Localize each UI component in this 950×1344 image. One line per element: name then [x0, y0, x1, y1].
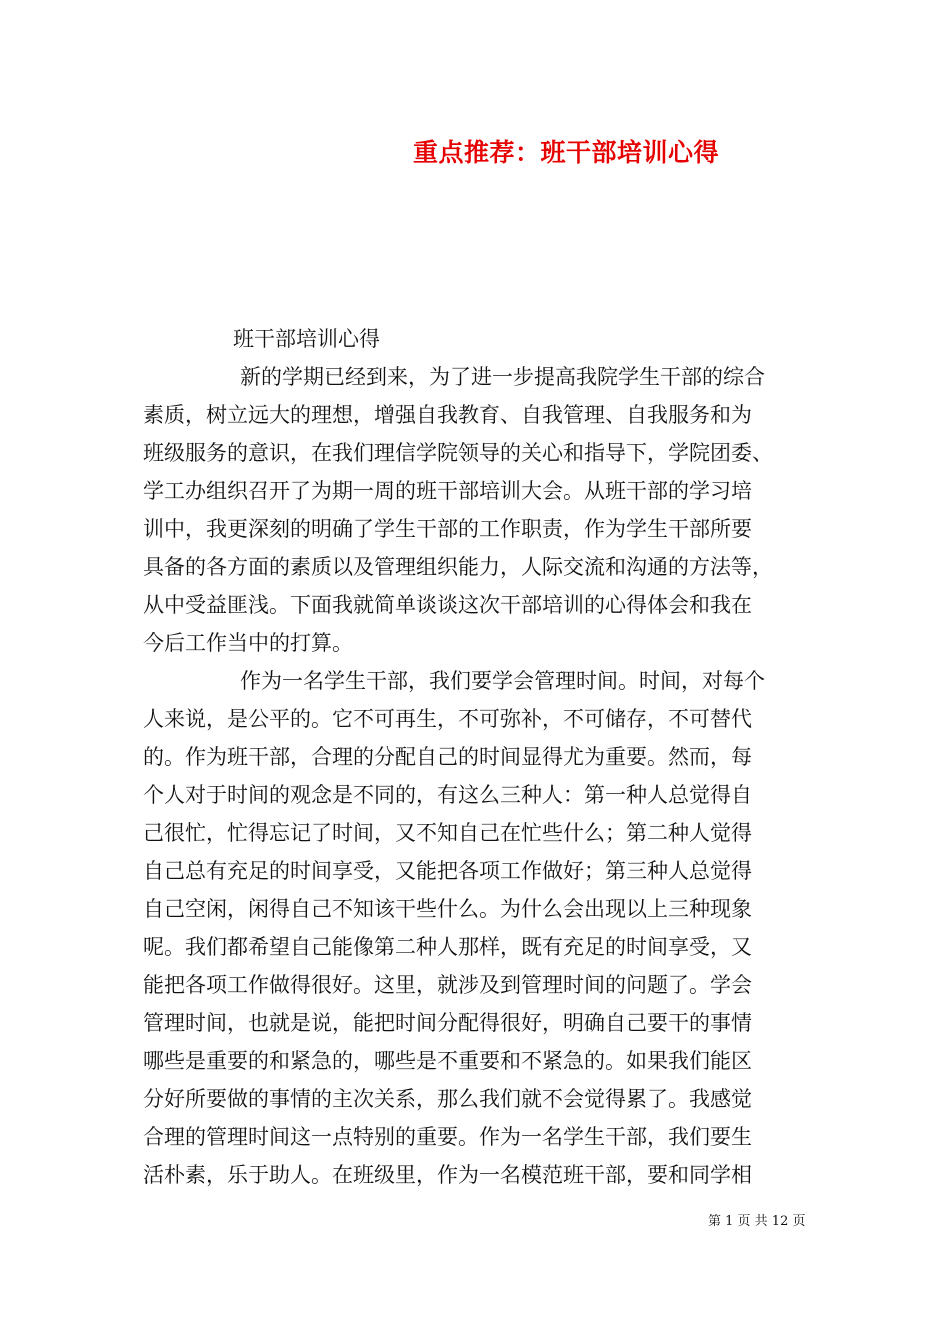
paragraph-line: 自己总有充足的时间享受，又能把各项工作做好；第三种人总觉得 — [143, 859, 752, 883]
paragraph-line: 自己空闲，闲得自己不知该干些什么。为什么会出现以上三种现象 — [143, 897, 752, 921]
paragraph-line: 训中，我更深刻的明确了学生干部的工作职责，作为学生干部所要 — [143, 517, 752, 541]
document-body — [143, 320, 823, 1194]
paragraph-line: 能把各项工作做得很好。这里，就涉及到管理时间的问题了。学会 — [143, 973, 752, 997]
section-heading: 班干部培训心得 — [233, 327, 380, 351]
paragraph-line: 活朴素，乐于助人。在班级里，作为一名模范班干部，要和同学相 — [143, 1163, 752, 1187]
paragraph-line: 具备的各方面的素质以及管理组织能力，人际交流和沟通的方法等， — [143, 555, 773, 579]
paragraph-line: 人来说，是公平的。它不可再生，不可弥补，不可储存，不可替代 — [143, 707, 752, 731]
paragraph-line: 作为一名学生干部，我们要学会管理时间。时间，对每个 — [240, 669, 765, 693]
paragraph-line: 新的学期已经到来，为了进一步提高我院学生干部的综合 — [240, 365, 765, 389]
paragraph-line: 合理的管理时间这一点特别的重要。作为一名学生干部，我们要生 — [143, 1125, 752, 1149]
paragraph-line: 学工办组织召开了为期一周的班干部培训大会。从班干部的学习培 — [143, 479, 752, 503]
document-title: 重点推荐：班干部培训心得 — [413, 138, 720, 167]
paragraph-line: 己很忙，忙得忘记了时间，又不知自己在忙些什么；第二种人觉得 — [143, 821, 752, 845]
paragraph-line: 素质，树立远大的理想，增强自我教育、自我管理、自我服务和为 — [143, 403, 752, 427]
paragraph-line: 呢。我们都希望自己能像第二种人那样，既有充足的时间享受，又 — [143, 935, 752, 959]
paragraph-line: 的。作为班干部，合理的分配自己的时间显得尤为重要。然而，每 — [143, 745, 752, 769]
paragraph-line: 从中受益匪浅。下面我就简单谈谈这次干部培训的心得体会和我在 — [143, 593, 752, 617]
paragraph-line: 班级服务的意识，在我们理信学院领导的关心和指导下，学院团委、 — [143, 441, 773, 465]
paragraph-line: 管理时间，也就是说，能把时间分配得很好，明确自己要干的事情 — [143, 1011, 752, 1035]
paragraph-line: 今后工作当中的打算。 — [143, 631, 353, 655]
paragraph-line: 哪些是重要的和紧急的，哪些是不重要和不紧急的。如果我们能区 — [143, 1049, 752, 1073]
paragraph-line: 分好所要做的事情的主次关系，那么我们就不会觉得累了。我感觉 — [143, 1087, 752, 1111]
paragraph-line: 个人对于时间的观念是不同的，有这么三种人：第一种人总觉得自 — [143, 783, 752, 807]
page-number: 第 1 页 共 12 页 — [708, 1214, 806, 1229]
